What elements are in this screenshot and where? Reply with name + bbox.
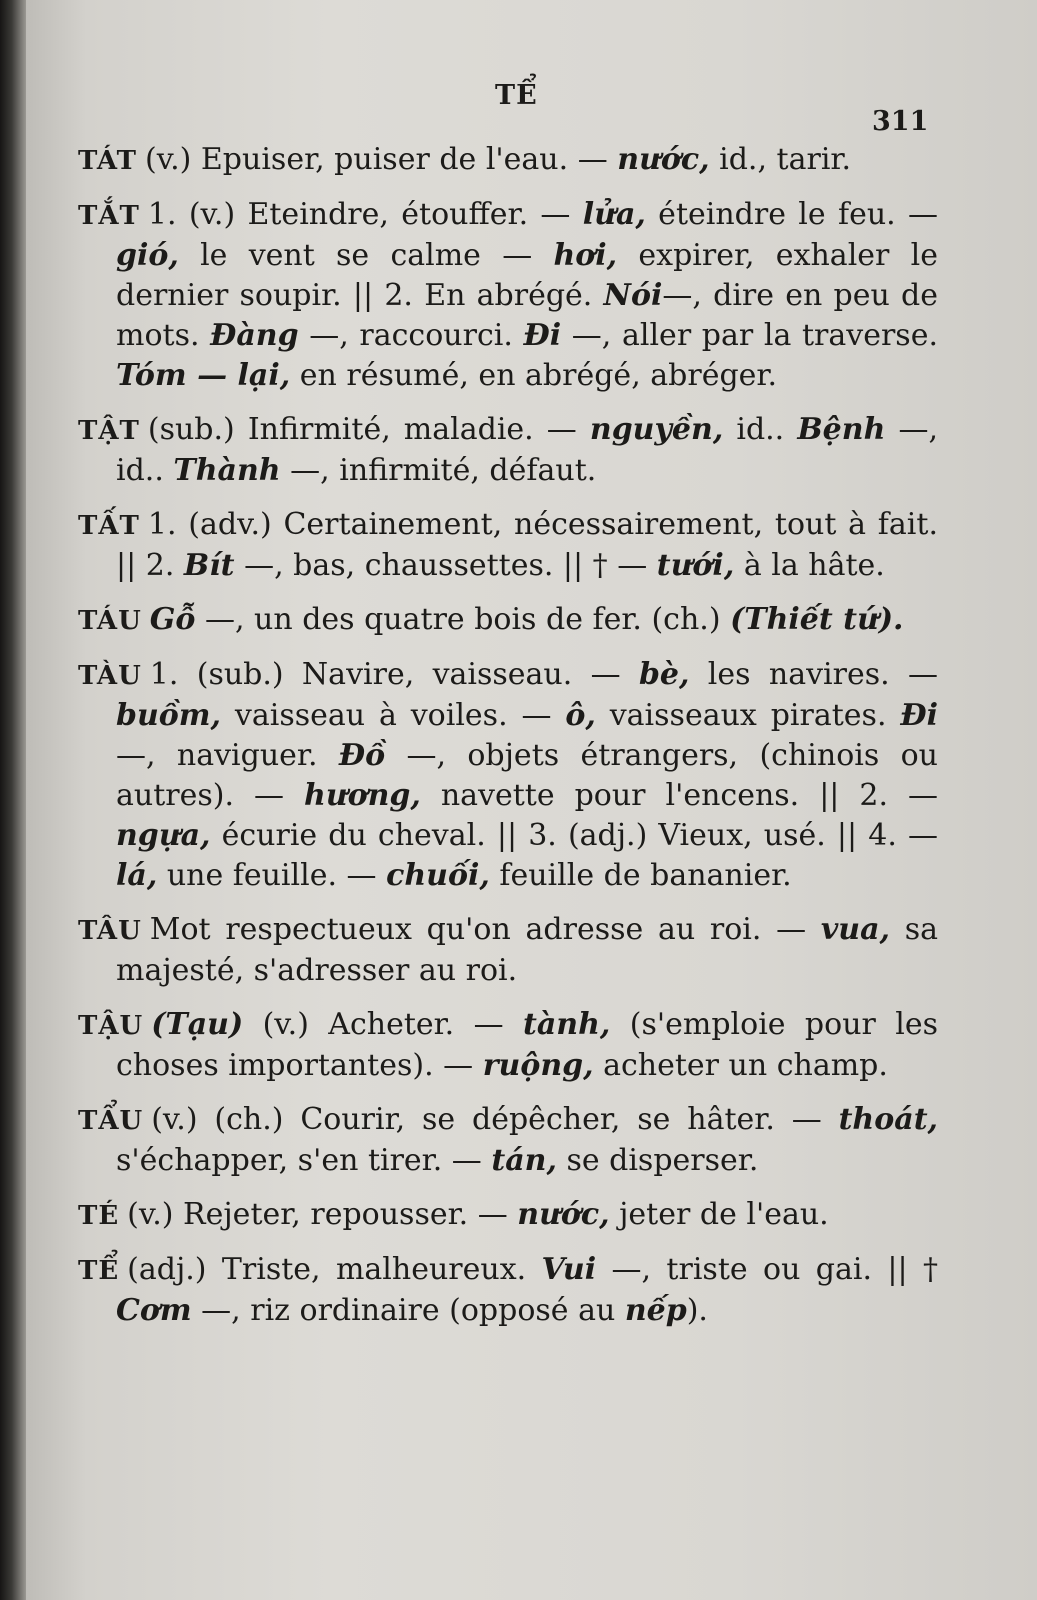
dictionary-entry: TẨU (v.) (ch.) Courir, se dépêcher, se hâter. — thoát, s'échapper, s'en tirer. — tán, se disperser. xyxy=(78,1102,938,1178)
entry-headword: TẬT xyxy=(78,416,140,446)
dictionary-entry: TẬU (Tạu) (v.) Acheter. — tành, (s'emploie pour les choses importantes). — ruộng, acheter un champ. xyxy=(78,1007,938,1083)
running-head: TỂ xyxy=(495,80,538,111)
dictionary-entry: TẤT 1. (adv.) Certainement, nécessairement, tout à fait. || 2. Bít —, bas, chaussettes. || † — tưới, à la hâte. xyxy=(78,507,938,583)
entry-headword: TÁU xyxy=(78,606,142,636)
dictionary-entry: TÁT (v.) Epuiser, puiser de l'eau. — nước, id., tarir. xyxy=(78,142,851,177)
entry-headword: TẨU xyxy=(78,1106,144,1136)
entry-headword: TÉ xyxy=(78,1201,120,1231)
entry-headword: TÀU xyxy=(78,661,142,691)
dictionary-entry: TÂU Mot respectueux qu'on adresse au roi. — vua, sa majesté, s'adresser au roi. xyxy=(78,912,938,988)
entry-headword: TỂ xyxy=(78,1256,120,1286)
entry-headword: TẮT xyxy=(78,201,140,231)
dictionary-entry: TÁU Gỗ —, un des quatre bois de fer. (ch.) (Thiết tứ). xyxy=(78,602,904,637)
dictionary-entry: TỂ (adj.) Triste, malheureux. Vui —, triste ou gai. || † Cơm —, riz ordinaire (opposé au nếp). xyxy=(78,1252,938,1328)
dictionary-entry: TẮT 1. (v.) Eteindre, étouffer. — lửa, éteindre le feu. — gió, le vent se calme — hơi, expirer, exhaler le dernier soupir. || 2. En abrégé. Nói—, dire en peu de mots. Đàng —, raccourci. Đi —, aller par la traverse. Tóm — lại, en résumé, en abrégé, abréger. xyxy=(78,197,939,393)
dictionary-entry: TẬT (sub.) Infirmité, maladie. — nguyền, id.. Bệnh —, id.. Thành —, infirmité, défaut. xyxy=(78,412,939,488)
dictionary-entry: TÀU 1. (sub.) Navire, vaisseau. — bè, les navires. — buồm, vaisseau à voiles. — ô, vaisseaux pirates. Đi —, naviguer. Đồ —, objets étrangers, (chinois ou autres). — hương, navette pour l'encens. || 2. — ngựa, écurie du cheval. || 3. (adj.) Vieux, usé. || 4. — lá, une feuille. — chuối, feuille de bananier. xyxy=(78,657,938,893)
dictionary-entry: TÉ (v.) Rejeter, repousser. — nước, jeter de l'eau. xyxy=(78,1197,829,1232)
entry-headword: TẬU xyxy=(78,1011,144,1041)
entry-headword: TẤT xyxy=(78,511,140,541)
entry-headword: TÂU xyxy=(78,916,142,946)
book-spine-shadow xyxy=(0,0,26,1600)
entry-headword: TÁT xyxy=(78,146,138,176)
page-number: 311 xyxy=(872,106,929,137)
entries-list xyxy=(78,140,938,1345)
